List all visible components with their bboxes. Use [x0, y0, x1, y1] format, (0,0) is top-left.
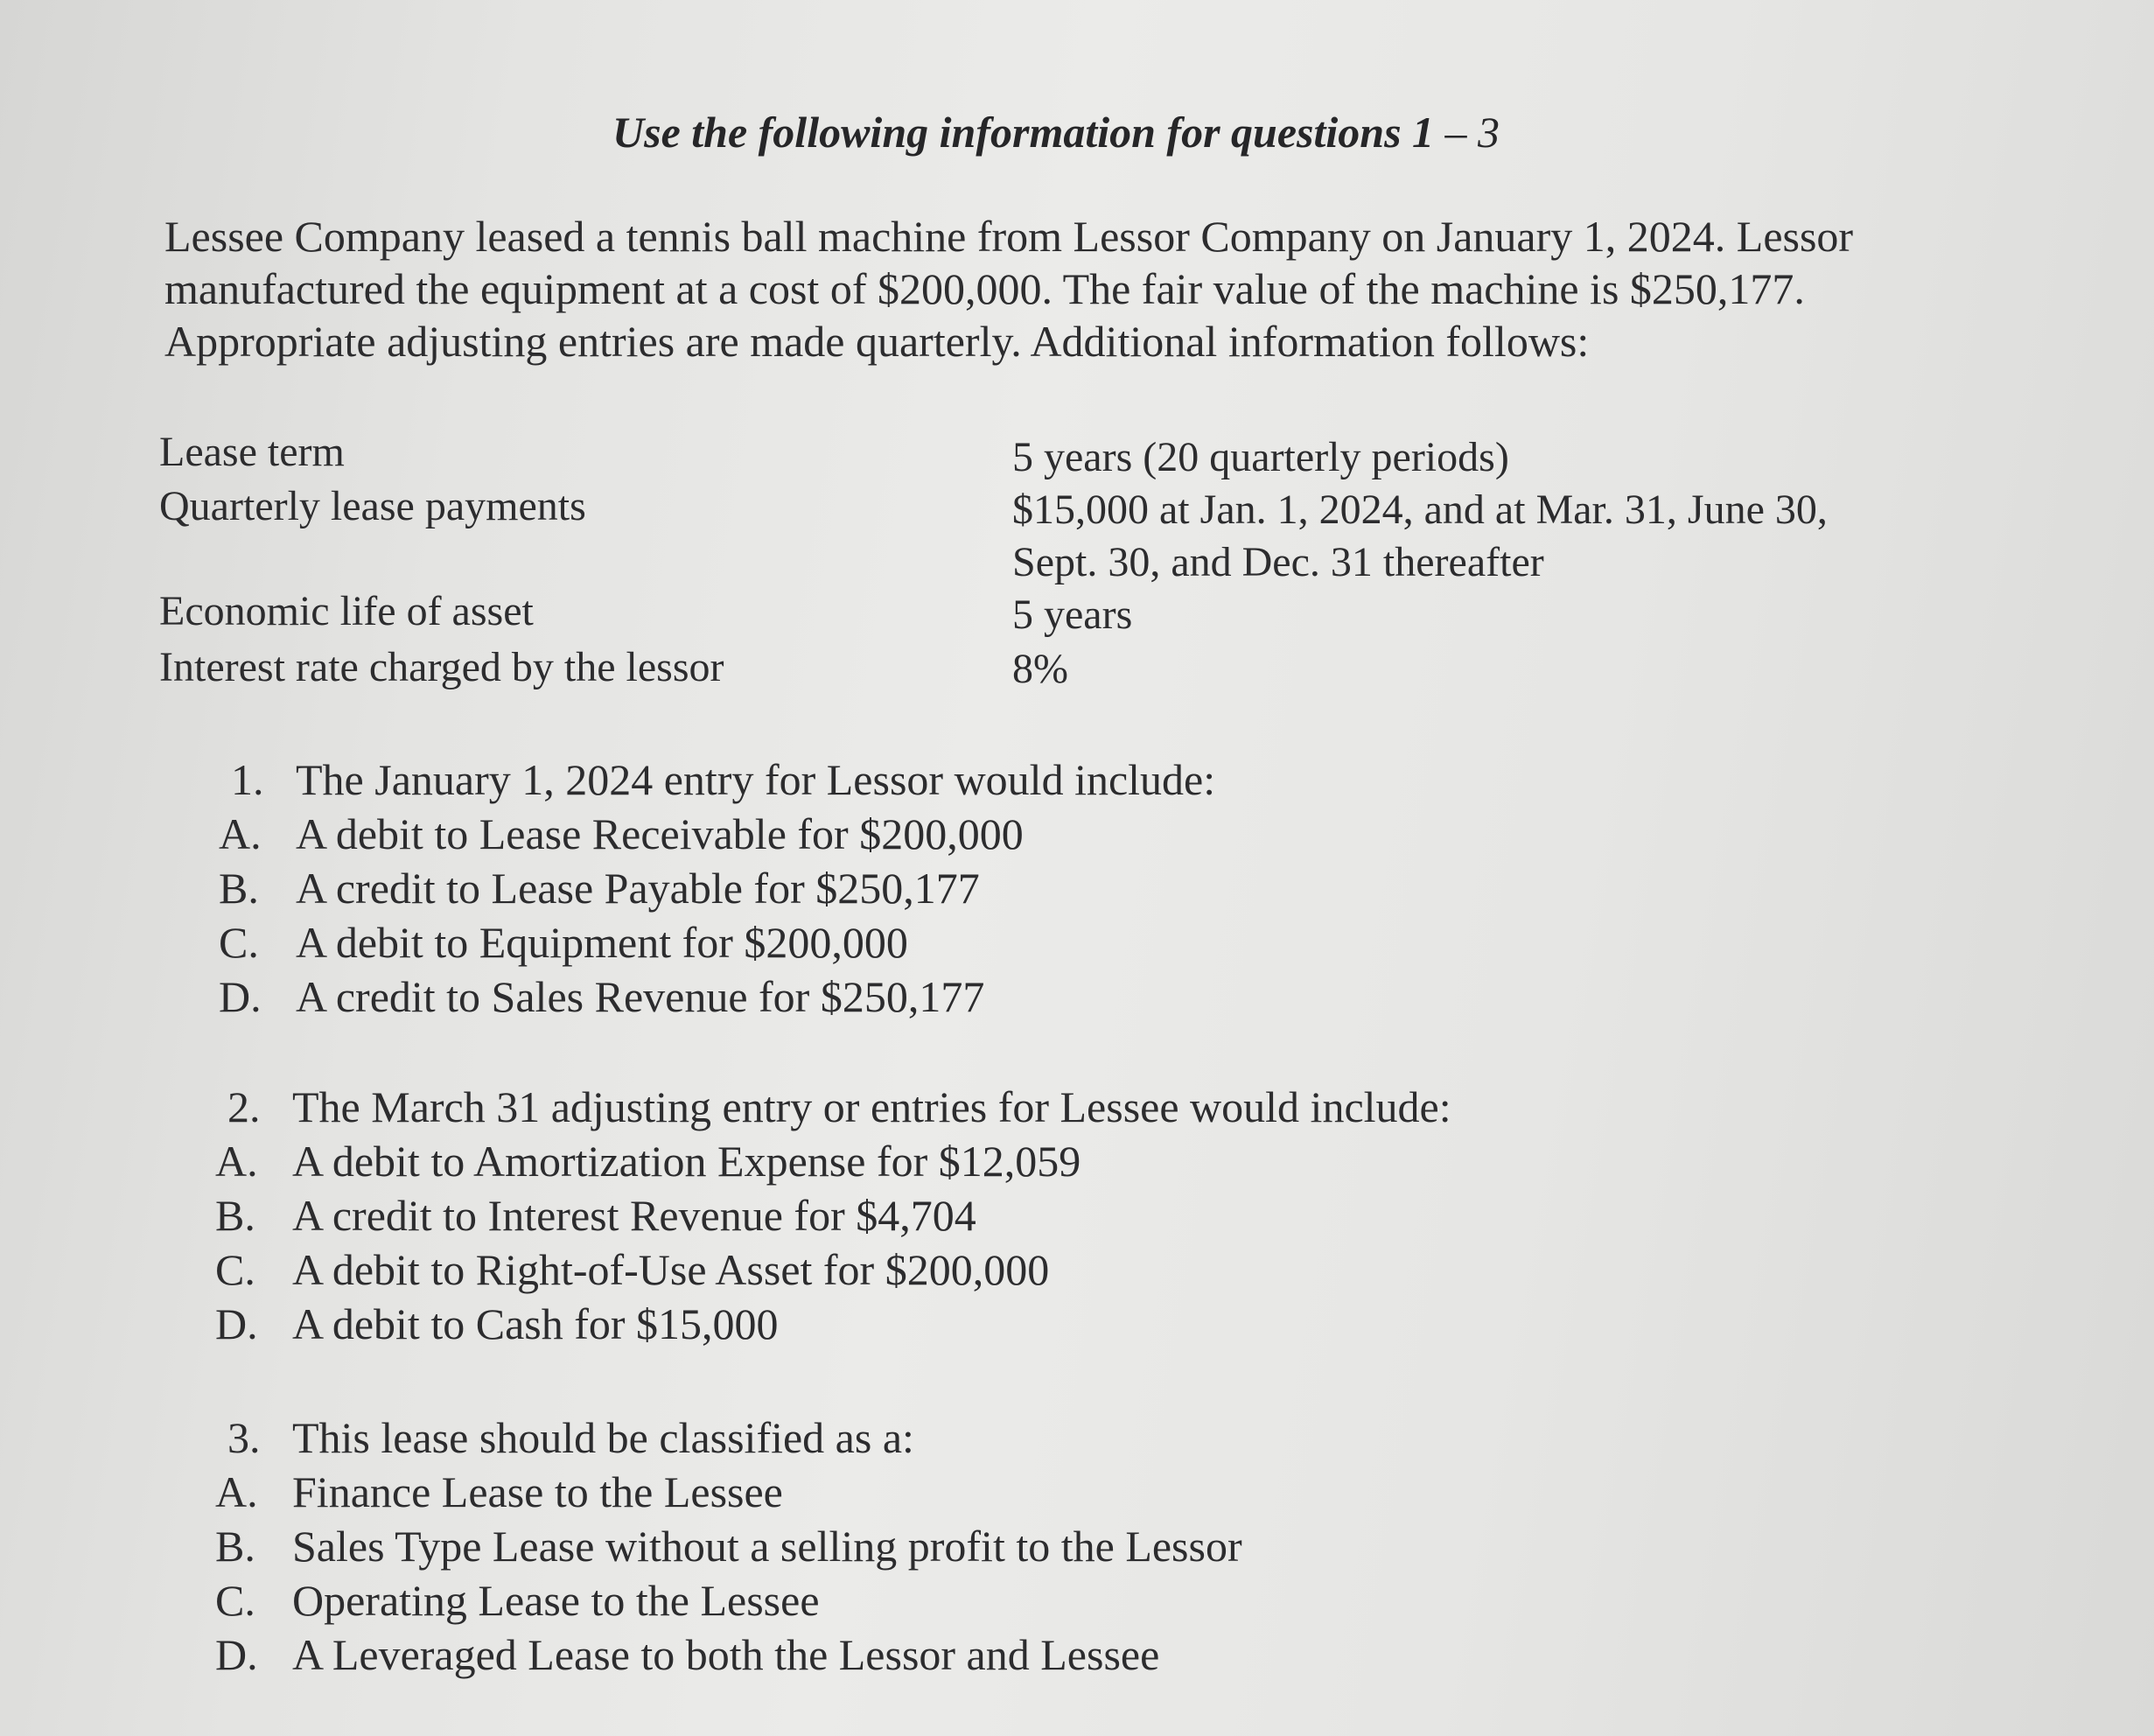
question-text: The March 31 adjusting entry or entries for Lessee would include: — [292, 1082, 1451, 1131]
term-value — [1012, 589, 1132, 641]
option-text: A debit to Amortization Expense for $12,059 — [292, 1137, 1081, 1186]
term-value — [1012, 431, 1509, 484]
answer-option — [219, 807, 1215, 861]
question-1 — [219, 752, 1215, 1024]
option-text: A debit to Right-of-Use Asset for $200,000 — [292, 1245, 1050, 1294]
option-text: A Leveraged Lease to both the Lessor and Lessee — [292, 1630, 1160, 1679]
question-number: 1. — [231, 755, 264, 804]
intro-line: manufactured the equipment at a cost of $200,000. The fair value of the machine is $250,177. — [164, 264, 1805, 313]
option-text: Finance Lease to the Lessee — [292, 1467, 783, 1516]
question-prompt — [215, 1410, 1242, 1465]
option-letter: A. — [215, 1467, 258, 1516]
option-letter: A. — [219, 809, 262, 858]
option-text: A credit to Interest Revenue for $4,704 — [292, 1191, 976, 1240]
term-value-line: 8% — [1012, 646, 1068, 692]
question-2 — [215, 1080, 1451, 1351]
term-value-line: Sept. 30, and Dec. 31 thereafter — [1012, 539, 1544, 585]
option-text: Operating Lease to the Lessee — [292, 1576, 820, 1625]
term-value-line: 5 years (20 quarterly periods) — [1012, 434, 1509, 480]
instructions-heading — [612, 107, 1500, 158]
option-letter: C. — [215, 1576, 255, 1625]
option-letter: C. — [215, 1245, 255, 1294]
question-number: 3. — [227, 1413, 261, 1462]
heading-text: Use the following information for questions 1 — [612, 108, 1435, 157]
heading-range: – 3 — [1434, 108, 1500, 157]
option-letter: B. — [215, 1191, 255, 1240]
option-letter: B. — [219, 864, 259, 913]
answer-option — [215, 1465, 1242, 1519]
answer-option — [215, 1188, 1451, 1242]
question-prompt — [215, 1080, 1451, 1134]
term-label: Economic life of asset — [159, 588, 534, 634]
question-text: The January 1, 2024 entry for Lessor would include: — [296, 755, 1216, 804]
option-text: A debit to Cash for $15,000 — [292, 1299, 779, 1348]
intro-line: Lessee Company leased a tennis ball machine from Lessor Company on January 1, 2024. Lessor — [164, 212, 1854, 261]
option-letter: A. — [215, 1137, 258, 1186]
answer-option — [219, 915, 1215, 970]
option-text: A credit to Sales Revenue for $250,177 — [296, 972, 985, 1021]
answer-option — [215, 1242, 1451, 1297]
term-value — [1012, 484, 1828, 589]
intro-paragraph — [164, 210, 2037, 368]
term-value-line: $15,000 at Jan. 1, 2024, and at Mar. 31, June 30, — [1012, 486, 1828, 533]
answer-option — [215, 1134, 1451, 1188]
answer-option — [219, 970, 1215, 1024]
question-text: This lease should be classified as a: — [292, 1413, 914, 1462]
term-label: Interest rate charged by the lessor — [159, 644, 724, 690]
option-letter: D. — [215, 1630, 258, 1679]
question-prompt — [219, 752, 1215, 807]
option-text: A credit to Lease Payable for $250,177 — [296, 864, 980, 913]
answer-option — [215, 1628, 1242, 1682]
option-letter: D. — [219, 972, 262, 1021]
option-letter: C. — [219, 918, 259, 967]
option-text: Sales Type Lease without a selling profit to the Lessor — [292, 1522, 1242, 1571]
term-value-line: 5 years — [1012, 592, 1133, 638]
option-text: A debit to Equipment for $200,000 — [296, 918, 908, 967]
answer-option — [215, 1297, 1451, 1351]
option-letter: D. — [215, 1299, 258, 1348]
answer-option — [215, 1573, 1242, 1628]
term-label: Quarterly lease payments — [159, 483, 586, 529]
option-text: A debit to Lease Receivable for $200,000 — [296, 809, 1024, 858]
question-3 — [215, 1410, 1242, 1682]
answer-option — [215, 1519, 1242, 1573]
term-label: Lease term — [159, 429, 345, 475]
intro-line: Appropriate adjusting entries are made quarterly. Additional information follows: — [164, 317, 1590, 366]
term-value — [1012, 643, 1068, 696]
option-letter: B. — [215, 1522, 255, 1571]
question-number: 2. — [227, 1082, 261, 1131]
answer-option — [219, 861, 1215, 915]
